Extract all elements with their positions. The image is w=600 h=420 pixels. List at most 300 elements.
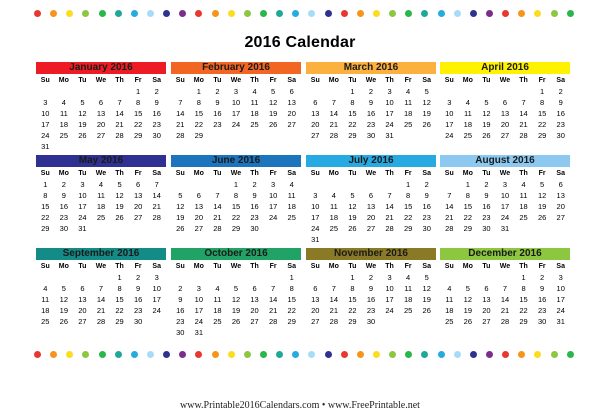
- weekday-label: We: [365, 170, 377, 177]
- day-number: 18: [463, 120, 473, 129]
- day-number: 19: [78, 120, 87, 129]
- weekday-label: Th: [385, 170, 394, 177]
- day-number: 9: [368, 98, 374, 107]
- month-title: May 2016: [36, 155, 166, 167]
- day-number: 7: [98, 284, 104, 293]
- day-number: 8: [233, 191, 239, 200]
- day-number: 28: [268, 317, 278, 326]
- empty-day: [208, 179, 227, 190]
- day-number: 25: [445, 317, 454, 326]
- decorative-dot: [99, 10, 106, 17]
- day-number: 16: [422, 202, 431, 211]
- decorative-dot: [228, 10, 235, 17]
- day-number: 21: [385, 213, 394, 222]
- day-number: 25: [287, 213, 296, 222]
- day-number: 31: [556, 317, 565, 326]
- day-number: 13: [287, 98, 296, 107]
- day-number: 2: [484, 180, 489, 189]
- day-number: 9: [540, 284, 545, 293]
- decorative-dot: [82, 10, 89, 17]
- day-number: 28: [445, 224, 454, 233]
- day-number: 9: [61, 191, 66, 200]
- day-number: 11: [404, 284, 413, 293]
- weekday-label: Mo: [462, 170, 473, 177]
- day-number: 6: [98, 98, 104, 107]
- empty-day: [171, 272, 190, 283]
- weekday-label: Mo: [462, 77, 473, 84]
- day-number: 27: [250, 317, 259, 326]
- decorative-dots-top: [34, 10, 574, 18]
- weekday-label: Su: [444, 170, 454, 177]
- day-number: 29: [231, 224, 241, 233]
- decorative-dot: [341, 10, 348, 17]
- day-number: 24: [152, 306, 161, 315]
- decorative-dot: [50, 351, 57, 358]
- day-number: 28: [96, 317, 106, 326]
- weekday-label: Sa: [287, 263, 296, 270]
- day-number: 28: [500, 317, 510, 326]
- decorative-dot: [357, 10, 364, 17]
- day-number: 8: [540, 98, 545, 107]
- weekday-label: We: [95, 170, 107, 177]
- day-number: 18: [96, 202, 106, 211]
- weekday-label: Mo: [462, 263, 473, 270]
- day-number: 5: [540, 180, 545, 189]
- weekday-label: Mo: [328, 170, 339, 177]
- day-number: 25: [329, 224, 339, 233]
- day-number: 11: [213, 295, 222, 304]
- day-number: 11: [329, 202, 338, 211]
- month-grid: [306, 261, 436, 327]
- day-number: 22: [519, 306, 528, 315]
- day-number: 3: [154, 273, 159, 282]
- day-number: 26: [268, 120, 278, 129]
- day-number: 21: [268, 306, 278, 315]
- day-number: 2: [61, 180, 66, 189]
- day-number: 4: [406, 87, 411, 96]
- day-number: 13: [311, 295, 320, 304]
- day-number: 19: [463, 306, 473, 315]
- day-number: 2: [558, 87, 563, 96]
- month-grid: [36, 261, 166, 327]
- weekday-label: Fr: [269, 77, 277, 84]
- day-number: 2: [154, 87, 159, 96]
- day-number: 30: [366, 317, 376, 326]
- weekday-label: Sa: [422, 263, 431, 270]
- day-number: 25: [403, 120, 413, 129]
- day-number: 10: [556, 284, 565, 293]
- day-number: 23: [366, 306, 376, 315]
- day-number: 7: [215, 191, 220, 200]
- day-number: 21: [519, 120, 528, 129]
- day-number: 12: [482, 109, 491, 118]
- empty-day: [55, 86, 74, 97]
- day-number: 25: [250, 120, 259, 129]
- day-number: 23: [133, 306, 143, 315]
- day-number: 16: [152, 109, 161, 118]
- day-number: 21: [176, 120, 185, 129]
- decorative-dot: [389, 10, 396, 17]
- empty-day: [190, 272, 209, 283]
- day-number: 22: [287, 306, 296, 315]
- month-grid: [440, 75, 570, 141]
- decorative-dot: [470, 10, 477, 17]
- day-number: 14: [176, 109, 185, 118]
- day-number: 19: [482, 120, 491, 129]
- day-number: 17: [78, 202, 87, 211]
- weekday-label: Th: [250, 77, 259, 84]
- day-number: 12: [59, 295, 69, 304]
- weekday-label: We: [365, 263, 377, 270]
- day-number: 3: [502, 180, 508, 189]
- day-number: 26: [231, 317, 241, 326]
- month-title: October 2016: [171, 248, 301, 260]
- day-number: 3: [271, 180, 276, 189]
- month-calendar: [36, 155, 166, 234]
- decorative-dot: [567, 351, 574, 358]
- day-number: 13: [194, 202, 204, 211]
- weekday-label: We: [95, 77, 107, 84]
- day-number: 31: [41, 142, 50, 151]
- day-number: 25: [213, 317, 222, 326]
- weekday-label: Su: [40, 170, 50, 177]
- day-number: 1: [289, 273, 294, 282]
- day-number: 30: [176, 328, 185, 337]
- day-number: 1: [406, 180, 411, 189]
- weekday-label: Mo: [58, 170, 69, 177]
- decorative-dot: [179, 351, 186, 358]
- day-number: 4: [289, 180, 294, 189]
- day-number: 12: [463, 295, 473, 304]
- decorative-dot: [34, 10, 41, 17]
- empty-day: [496, 86, 515, 97]
- day-number: 26: [78, 131, 87, 140]
- empty-day: [110, 86, 129, 97]
- day-number: 13: [482, 295, 491, 304]
- day-number: 28: [213, 224, 222, 233]
- day-number: 5: [271, 87, 276, 96]
- day-number: 16: [213, 109, 222, 118]
- day-number: 26: [176, 224, 185, 233]
- empty-day: [325, 179, 344, 190]
- day-number: 14: [96, 295, 106, 304]
- empty-day: [306, 179, 325, 190]
- month-grid: [440, 168, 570, 234]
- weekday-label: Tu: [482, 77, 491, 84]
- day-number: 4: [465, 98, 470, 107]
- day-number: 3: [196, 284, 201, 293]
- decorative-dot: [99, 351, 106, 358]
- month-title: July 2016: [306, 155, 436, 167]
- day-number: 28: [176, 131, 185, 140]
- month-grid: [171, 168, 301, 234]
- empty-day: [36, 86, 55, 97]
- weekday-label: Su: [444, 77, 454, 84]
- day-number: 26: [537, 213, 547, 222]
- day-number: 18: [213, 306, 222, 315]
- day-number: 23: [366, 120, 376, 129]
- day-number: 29: [537, 131, 547, 140]
- day-number: 3: [387, 87, 392, 96]
- day-number: 20: [500, 120, 510, 129]
- day-number: 20: [482, 306, 491, 315]
- day-number: 31: [385, 131, 394, 140]
- empty-day: [171, 179, 190, 190]
- weekday-label: Mo: [328, 77, 339, 84]
- day-number: 14: [115, 109, 124, 118]
- empty-day: [190, 179, 209, 190]
- page-title: 2016 Calendar: [244, 34, 356, 51]
- day-number: 6: [368, 191, 374, 200]
- day-number: 25: [403, 306, 413, 315]
- day-number: 2: [178, 284, 183, 293]
- month-grid: [306, 75, 436, 141]
- month-calendar: [171, 62, 301, 141]
- day-number: 15: [537, 109, 547, 118]
- day-number: 1: [350, 273, 355, 282]
- day-number: 13: [96, 109, 106, 118]
- month-calendar: [306, 248, 436, 327]
- weekday-label: Fr: [269, 263, 277, 270]
- day-number: 10: [385, 98, 394, 107]
- day-number: 9: [558, 98, 563, 107]
- day-number: 22: [115, 306, 124, 315]
- day-number: 10: [268, 191, 278, 200]
- decorative-dot: [357, 351, 364, 358]
- day-number: 26: [422, 306, 431, 315]
- decorative-dot: [534, 351, 541, 358]
- weekday-label: Su: [310, 77, 320, 84]
- day-number: 28: [152, 213, 161, 222]
- decorative-dot: [502, 351, 509, 358]
- month-grid: [440, 261, 570, 327]
- day-number: 11: [41, 295, 50, 304]
- decorative-dot: [454, 10, 461, 17]
- decorative-dot: [82, 351, 89, 358]
- day-number: 21: [115, 120, 124, 129]
- day-number: 15: [287, 295, 296, 304]
- day-number: 11: [445, 295, 454, 304]
- month-calendar: [36, 62, 166, 152]
- day-number: 27: [287, 120, 296, 129]
- day-number: 16: [59, 202, 69, 211]
- day-number: 29: [463, 224, 473, 233]
- day-number: 4: [521, 180, 526, 189]
- day-number: 23: [422, 213, 431, 222]
- day-number: 22: [348, 120, 357, 129]
- day-number: 18: [445, 306, 454, 315]
- day-number: 3: [447, 98, 452, 107]
- day-number: 2: [215, 87, 220, 96]
- day-number: 8: [350, 98, 355, 107]
- day-number: 8: [406, 191, 411, 200]
- empty-day: [440, 272, 459, 283]
- day-number: 6: [289, 87, 294, 96]
- month-grid: [36, 75, 166, 152]
- day-number: 9: [484, 191, 489, 200]
- decorative-dot: [534, 10, 541, 17]
- weekday-label: Th: [115, 77, 124, 84]
- weekday-label: Su: [444, 263, 454, 270]
- day-number: 16: [133, 295, 143, 304]
- empty-day: [514, 86, 533, 97]
- day-number: 5: [61, 284, 66, 293]
- day-number: 3: [233, 87, 239, 96]
- weekday-label: Mo: [193, 263, 204, 270]
- weekday-label: Tu: [348, 170, 357, 177]
- day-number: 24: [231, 120, 241, 129]
- day-number: 24: [556, 306, 565, 315]
- day-number: 30: [133, 317, 143, 326]
- day-number: 21: [213, 213, 222, 222]
- weekday-label: Fr: [134, 263, 142, 270]
- day-number: 20: [96, 120, 106, 129]
- day-number: 23: [556, 120, 565, 129]
- day-number: 18: [403, 109, 413, 118]
- day-number: 22: [403, 213, 413, 222]
- day-number: 18: [403, 295, 413, 304]
- day-number: 11: [404, 98, 413, 107]
- day-number: 13: [78, 295, 87, 304]
- weekday-label: Fr: [538, 170, 546, 177]
- decorative-dot: [373, 351, 380, 358]
- day-number: 16: [250, 202, 259, 211]
- day-number: 2: [540, 273, 545, 282]
- day-number: 24: [78, 213, 87, 222]
- day-number: 26: [422, 120, 431, 129]
- day-number: 18: [329, 213, 339, 222]
- day-number: 17: [311, 213, 320, 222]
- day-number: 30: [556, 131, 565, 140]
- weekday-label: Th: [250, 263, 259, 270]
- day-number: 4: [447, 284, 452, 293]
- decorative-dot: [115, 351, 122, 358]
- day-number: 22: [41, 213, 50, 222]
- day-number: 11: [97, 191, 105, 200]
- empty-day: [36, 272, 55, 283]
- day-number: 26: [482, 131, 491, 140]
- weekday-label: Tu: [78, 263, 87, 270]
- weekday-label: Mo: [328, 263, 339, 270]
- day-number: 24: [385, 306, 394, 315]
- day-number: 24: [194, 317, 204, 326]
- day-number: 7: [271, 284, 276, 293]
- day-number: 7: [521, 98, 526, 107]
- weekday-label: Fr: [404, 170, 412, 177]
- day-number: 25: [463, 131, 473, 140]
- day-number: 2: [368, 87, 374, 96]
- day-number: 20: [133, 202, 143, 211]
- day-number: 3: [80, 180, 85, 189]
- day-number: 19: [268, 109, 278, 118]
- day-number: 5: [80, 98, 85, 107]
- day-number: 7: [178, 98, 183, 107]
- decorative-dot: [405, 10, 412, 17]
- decorative-dot: [292, 351, 299, 358]
- day-number: 28: [329, 131, 339, 140]
- decorative-dot: [115, 10, 122, 17]
- month-title: April 2016: [440, 62, 570, 74]
- decorative-dot: [502, 10, 509, 17]
- decorative-dot: [567, 10, 574, 17]
- decorative-dot: [147, 10, 154, 17]
- day-number: 29: [348, 131, 357, 140]
- day-number: 14: [152, 191, 161, 200]
- day-number: 13: [311, 109, 320, 118]
- day-number: 12: [537, 191, 547, 200]
- day-number: 6: [484, 284, 489, 293]
- decorative-dot: [454, 351, 461, 358]
- month-title: December 2016: [440, 248, 570, 260]
- empty-day: [477, 272, 496, 283]
- empty-day: [73, 86, 92, 97]
- month-grid: [306, 168, 436, 245]
- weekday-label: Su: [310, 170, 320, 177]
- decorative-dot: [341, 351, 348, 358]
- weekday-label: We: [230, 170, 242, 177]
- decorative-dot: [276, 10, 283, 17]
- day-number: 5: [117, 180, 122, 189]
- month-title: January 2016: [36, 62, 166, 74]
- weekday-label: We: [230, 263, 242, 270]
- day-number: 8: [289, 284, 294, 293]
- day-number: 13: [366, 202, 376, 211]
- day-number: 20: [78, 306, 87, 315]
- empty-day: [440, 86, 459, 97]
- day-number: 8: [465, 191, 470, 200]
- day-number: 27: [311, 131, 320, 140]
- day-number: 15: [133, 109, 143, 118]
- empty-day: [325, 86, 344, 97]
- day-number: 24: [41, 131, 50, 140]
- decorative-dot: [405, 351, 412, 358]
- decorative-dot: [421, 351, 428, 358]
- day-number: 5: [484, 98, 489, 107]
- day-number: 26: [59, 317, 69, 326]
- day-number: 17: [385, 109, 394, 118]
- day-number: 7: [331, 284, 336, 293]
- month-calendar: [440, 155, 570, 234]
- day-number: 20: [366, 213, 376, 222]
- weekday-label: Su: [175, 77, 185, 84]
- day-number: 12: [78, 109, 87, 118]
- day-number: 28: [385, 224, 394, 233]
- day-number: 25: [96, 213, 106, 222]
- day-number: 14: [519, 109, 528, 118]
- decorative-dot: [308, 351, 315, 358]
- month-title: September 2016: [36, 248, 166, 260]
- weekday-label: Sa: [152, 263, 161, 270]
- weekday-label: Tu: [213, 263, 222, 270]
- day-number: 18: [250, 109, 259, 118]
- day-number: 9: [368, 284, 374, 293]
- day-number: 7: [502, 284, 508, 293]
- day-number: 10: [152, 284, 161, 293]
- decorative-dot: [276, 351, 283, 358]
- day-number: 21: [445, 213, 454, 222]
- day-number: 15: [231, 202, 241, 211]
- day-number: 1: [233, 180, 239, 189]
- day-number: 11: [287, 191, 296, 200]
- decorative-dot: [179, 10, 186, 17]
- empty-day: [171, 86, 190, 97]
- day-number: 16: [482, 202, 491, 211]
- day-number: 27: [194, 224, 204, 233]
- empty-day: [380, 179, 399, 190]
- decorative-dot: [212, 351, 219, 358]
- weekday-label: Sa: [422, 77, 431, 84]
- weekday-label: We: [365, 77, 377, 84]
